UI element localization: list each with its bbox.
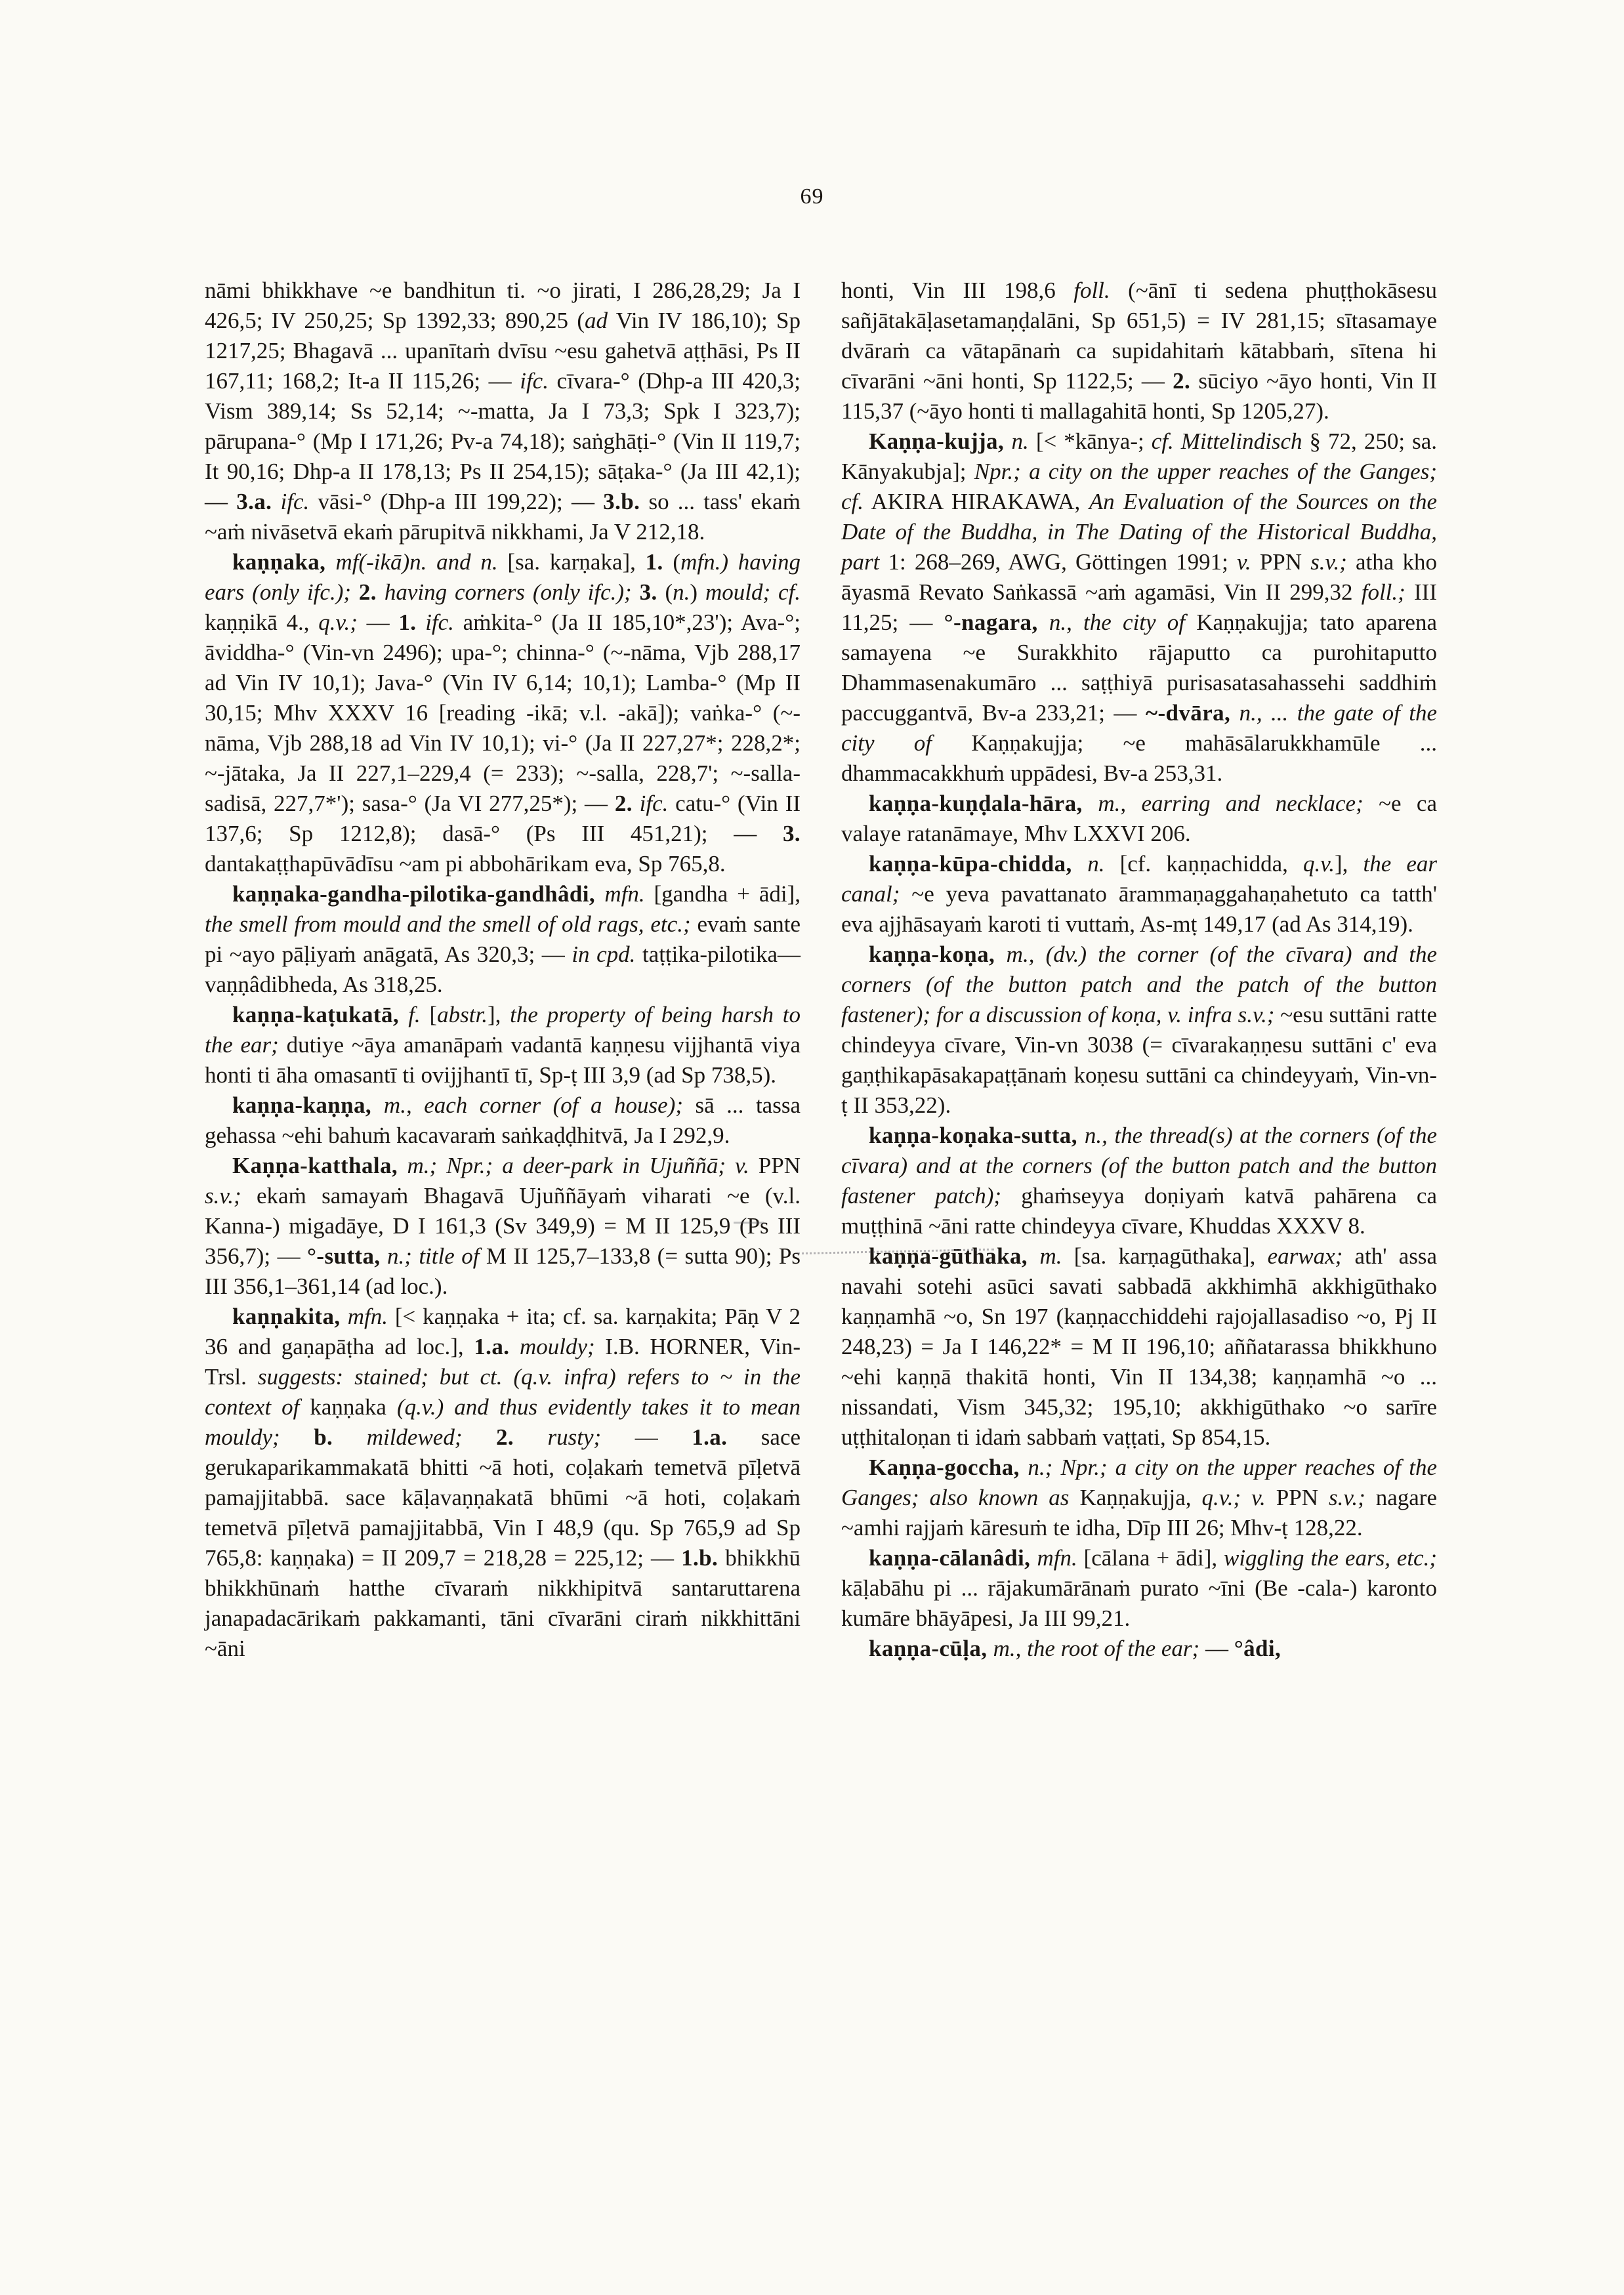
- body-text: m., each corner (of a house);: [383, 1092, 683, 1118]
- headword-text: kaṇṇa-kūpa-chidda,: [869, 851, 1088, 877]
- body-text: Kaṇṇakujja; tato aparena samayena ~e Surakkhito rājaputto ca purohitaputto Dhammasenakumāro ... saṭṭhiyā purisasatasahassehi saddhiṁ paccuggantvā, Bv-a 233,21; —: [841, 610, 1437, 726]
- entry-paragraph: [841, 426, 1437, 789]
- body-text: cf. Mittelindisch: [1151, 428, 1302, 454]
- body-text: s.v.;: [1310, 549, 1347, 575]
- body-text: mildewed;: [333, 1424, 496, 1450]
- headword-text: 3.: [639, 579, 657, 605]
- headword-text: b.: [314, 1424, 333, 1450]
- entry-paragraph: [841, 1543, 1437, 1634]
- body-text: taṭṭika-pilotika—vaṇṇâdibheda, As 318,25.: [205, 941, 801, 997]
- body-text: n.: [1087, 851, 1105, 877]
- body-text: vāsi-° (Dhp-a III 199,22); —: [309, 489, 604, 514]
- body-text: honti, Vin III 198,6: [841, 278, 1074, 303]
- body-text: [< kaṇṇaka + ita; cf. sa. karṇakita; Pāṇ V 2 36 and gaṇapāṭha ad loc.],: [205, 1304, 801, 1359]
- body-text: foll.: [1073, 278, 1110, 303]
- entry-paragraph: [205, 547, 801, 879]
- headword-text: 2.: [495, 1424, 514, 1450]
- body-text: nagare ~amhi rajjaṁ kāresuṁ te idha, Dīp III 26; Mhv-ṭ 128,22.: [841, 1485, 1437, 1540]
- body-text: Kaṇṇakujja,: [1069, 1485, 1202, 1510]
- body-text: bhikkhū bhikkhūnaṁ hatthe cīvaraṁ nikkhipitvā santaruttarena janapadacārikaṁ pakkamanti, tāni cīvarāni ciraṁ nikkhittāni ~āni: [205, 1545, 801, 1661]
- body-text: § 72, 250; sa. Kānyakubja];: [841, 428, 1437, 484]
- body-text: abstr.: [437, 1002, 488, 1027]
- body-text: [sa. karṇagūthaka],: [1062, 1243, 1268, 1269]
- entry-paragraph: [841, 940, 1437, 1121]
- body-text: ) having ears (only ifc.);: [205, 549, 801, 605]
- body-text: PPN: [1265, 1485, 1329, 1510]
- body-text: s.v.;: [205, 1183, 241, 1209]
- headword-text: kaṇṇakita,: [232, 1304, 348, 1329]
- headword-text: °-nagara,: [944, 610, 1038, 635]
- body-text: n.: [1011, 428, 1029, 454]
- body-text: mfn.: [604, 881, 645, 907]
- body-text: [: [420, 1002, 438, 1027]
- body-text: n.; Npr.; a city on the upper reaches of the Ganges; also known as: [841, 1455, 1437, 1510]
- body-text: mouldy;: [509, 1334, 595, 1359]
- body-text: the property of being harsh to the ear;: [205, 1002, 801, 1058]
- body-text: rusty;: [514, 1424, 602, 1450]
- body-text: Npr.; a city on the upper reaches of the Ganges; cf.: [841, 459, 1437, 514]
- body-text: m., earring and necklace;: [1098, 791, 1364, 816]
- body-text: ifc.: [632, 791, 669, 816]
- body-text: ifc.: [416, 610, 454, 635]
- body-text: foll.;: [1361, 579, 1405, 605]
- headword-text: Kaṇṇa-kujja,: [869, 428, 1012, 454]
- body-text: [gandha + ādi],: [644, 881, 801, 907]
- body-text: ifc.: [520, 368, 549, 394]
- body-text: M II 125,7–133,8 (= sutta 90); Ps III 356,1–361,14 (ad loc.).: [205, 1243, 801, 1299]
- body-text: ],: [487, 1002, 510, 1027]
- entry-paragraph: [841, 1634, 1437, 1664]
- right-column: [841, 276, 1437, 1664]
- body-text: (: [657, 579, 673, 605]
- body-text: wiggling the ears, etc.;: [1223, 1545, 1437, 1571]
- entry-paragraph: [205, 1302, 801, 1664]
- headword-text: °âdi,: [1234, 1636, 1281, 1661]
- continuation-paragraph: [205, 276, 801, 547]
- body-text: (q.v.) and thus evidently takes it to mean mouldy;: [205, 1394, 801, 1450]
- headword-text: 1.b.: [681, 1545, 718, 1571]
- headword-text: kaṇṇa-kaṭukatā,: [232, 1002, 409, 1027]
- body-text: having corners (only ifc.);: [376, 579, 640, 605]
- body-text: ],: [1334, 851, 1364, 877]
- body-text: [sa. karṇaka],: [497, 549, 646, 575]
- body-text: —: [601, 1424, 692, 1450]
- body-text: (: [663, 549, 681, 575]
- body-text: [< *kānya-;: [1028, 428, 1152, 454]
- body-text: n., the thread(s) at the corners (of the cīvara) and at the corners (of the button patch and the button fastener patch);: [841, 1123, 1438, 1209]
- headword-text: 1.a.: [474, 1334, 510, 1359]
- headword-text: 2.: [358, 579, 377, 605]
- body-text: evaṁ sante pi ~ayo pāḷiyaṁ anāgatā, As 320,3; —: [205, 911, 801, 967]
- headword-text: Kaṇṇa-katthala,: [232, 1153, 407, 1178]
- entry-paragraph: [205, 1000, 801, 1090]
- body-text: q.v.; v.: [1201, 1485, 1266, 1510]
- headword-text: 3.a.: [236, 489, 272, 514]
- body-text: mfn.: [347, 1304, 388, 1329]
- body-text: —: [357, 610, 399, 635]
- headword-text: kaṇṇa-kaṇṇa,: [232, 1092, 384, 1118]
- body-text: catu-° (Vin II 137,6; Sp 1212,8); dasā-° (Ps III 451,21); —: [205, 791, 801, 846]
- body-text: cīvara-° (Dhp-a III 420,3; Vism 389,14; Ss 52,14; ~-matta, Ja I 73,3; Spk I 323,7); pārupana-° (Mp I 171,26; Pv-a 74,18); saṅghāṭi-° (Vin II 119,7; It 90,16; Dhp-a II 178,13; Ps II 254,15); sāṭaka-° (Ja III 42,1); —: [205, 368, 801, 514]
- headword-text: 2.: [1173, 368, 1191, 394]
- body-text: mf(-ikā)n. and n.: [335, 549, 498, 575]
- headword-text: 1.a.: [692, 1424, 728, 1450]
- body-text: mfn.: [1037, 1545, 1077, 1571]
- headword-text: kaṇṇa-cālanâdi,: [869, 1545, 1037, 1571]
- body-text: ~esu suttāni ratte chindeyya cīvare, Vin-vn 3038 (= cīvarakaṇṇesu suttāni c' eva gaṇṭhikapāsakapaṭṭānaṁ koṇesu suttāni ca chindeyyaṁ, Vin-vn-ṭ II 353,22).: [841, 1002, 1437, 1118]
- body-text: n.: [673, 579, 690, 605]
- body-text: ~e ca valaye ratanāmaye, Mhv LXXVI 206.: [841, 791, 1437, 846]
- headword-text: kaṇṇa-gūthaka,: [869, 1243, 1040, 1269]
- body-text: (~ānī ti sedena phuṭṭhokāsesu sañjātakāḷasetamaṇḍalāni, Sp 651,5) = IV 281,15; sītasamaye dvāraṁ ca vātapānaṁ ca supidahitaṁ kātabbaṁ, sītena hi cīvarāni ~āni honti, Sp 1122,5; —: [841, 278, 1437, 394]
- body-text: I.B. HORNER, Vin-Trsl.: [205, 1334, 801, 1390]
- body-text: PPN: [749, 1153, 801, 1178]
- entry-paragraph: [841, 789, 1437, 849]
- body-text: n.; title of: [380, 1243, 480, 1269]
- body-text: —: [1199, 1636, 1234, 1661]
- headword-text: kaṇṇa-koṇa,: [869, 941, 1007, 967]
- body-text: n., ... the gate of the city of: [841, 700, 1437, 756]
- body-text: ): [690, 579, 705, 605]
- body-text: earwax;: [1267, 1243, 1343, 1269]
- body-text: III 11,25; —: [841, 579, 1437, 635]
- body-text: An Evaluation of the Sources on the Date of the Buddha, in The Dating of the Historical Buddha, part: [841, 489, 1437, 575]
- entry-paragraph: [841, 1241, 1437, 1453]
- body-text: sūciyo ~āyo honti, Vin II 115,37 (~āyo honti ti mallagahitā honti, Sp 1205,27).: [841, 368, 1437, 424]
- body-text: [cf. kaṇṇachidda,: [1104, 851, 1304, 877]
- body-text: so ... tass' ekaṁ ~aṁ nivāsetvā ekaṁ pārupitvā nikkhami, Ja V 212,18.: [205, 489, 801, 545]
- body-text: ad: [585, 308, 608, 333]
- headword-text: kaṇṇa-koṇaka-sutta,: [869, 1123, 1085, 1148]
- body-text: ath' assa navahi sotehi asūci savati sabbadā akkhimhā akkhigūthako kaṇṇamhā ~o, Sn 197 (kaṇṇacchiddehi rajojallasadiso ~o, Pj II 248,23) = Ja I 146,22* = M II 196,10; aññatarassa bhikkhuno ~ehi kaṇṇā thakitā honti, Vin II 134,38; kaṇṇamhā ~o ... nissandati, Vism 345,32; 195,10; akkhigūthako ~o sarīre uṭṭhitaloṇan ti idaṁ sabbaṁ vaṭṭati, Sp 854,15.: [841, 1243, 1437, 1450]
- body-text: n., the city of: [1037, 610, 1185, 635]
- headword-text: Kaṇṇa-goccha,: [869, 1455, 1028, 1480]
- entry-paragraph: [205, 1151, 801, 1302]
- headword-text: 1.: [645, 549, 663, 575]
- entry-paragraph: [205, 879, 801, 1000]
- body-text: nāmi bhikkhave ~e bandhitun ti. ~o jirati, I 286,28,29; Ja I 426,5; IV 250,25; Sp 1392,33; 890,25 (: [205, 278, 801, 333]
- headword-text: 1.: [398, 610, 417, 635]
- body-text: PPN: [1251, 549, 1311, 575]
- body-text: AKIRA HIRAKAWA,: [864, 489, 1089, 514]
- body-text: sace gerukaparikammakatā bhitti ~ā hoti, coḷakaṁ temetvā pīḷetvā pamajjitabbā. sace kāḷavaṇṇakatā bhūmi ~ā hoti, coḷakaṁ temetvā pīḷetvā pamajjitabbā, Vin I 48,9 (qu. Sp 765,9 ad Sp 765,8: kaṇṇaka) = II 209,7 = 218,28 = 225,12; —: [205, 1424, 801, 1571]
- body-text: ifc.: [272, 489, 310, 514]
- body-text: m.: [1039, 1243, 1062, 1269]
- body-text: the ear canal;: [841, 851, 1437, 907]
- body-text: mfn.: [680, 549, 721, 575]
- continuation-paragraph: [841, 276, 1437, 426]
- body-text: aṁkita-° (Ja II 185,10*,23'); Ava-°; āviddha-° (Vin-vn 2496); upa-°; chinna-° (~-nāma, Vjb 288,17 ad Vin IV 10,1); Java-° (Vin IV 6,14; 10,1); Lamba-° (Mp II 30,15; Mhv XXXV 16 [reading -ikā; v.l. -akā]); vaṅka-° (~-nāma, Vjb 288,18 ad Vin IV 10,1); vi-° (Ja II 227,27*; 228,2*; ~-jātaka, Ja II 227,1–229,4 (= 233); ~-salla, 228,7'; ~-salla-sadisā, 227,7*'); sasa-° (Ja VI 277,25*); —: [205, 610, 801, 816]
- entry-paragraph: [841, 1121, 1437, 1241]
- body-text: Vin IV 186,10); Sp 1217,25; Bhagavā ... upanītaṁ dvīsu ~esu gahetvā aṭṭhāsi, Ps II 167,11; 168,2; It-a II 115,26; —: [205, 308, 801, 394]
- body-text: suggests: stained; but ct. (q.v. infra) refers to ~ in the context of: [205, 1364, 801, 1420]
- headword-text: kaṇṇa-cūḷa,: [869, 1636, 993, 1661]
- body-text: Kaṇṇakujja; ~e mahāsālarukkhamūle ... dhammacakkhuṁ uppādesi, Bv-a 253,31.: [841, 730, 1437, 786]
- headword-text: 2.: [614, 791, 633, 816]
- body-text: ~e yeva pavattanato ārammaṇaggahaṇahetuto ca tatth' eva ajjhāsayaṁ karoti ti vuttaṁ, As-mṭ 149,17 (ad As 314,19).: [841, 881, 1437, 937]
- entry-paragraph: [841, 849, 1437, 940]
- body-text: atha kho āyasmā Revato Saṅkassā ~aṁ agamāsi, Vin II 299,32: [841, 549, 1437, 605]
- body-text: 1: 268–269, AWG, Göttingen 1991;: [879, 549, 1237, 575]
- body-text: the smell from mould and the smell of old rags, etc.;: [205, 911, 691, 937]
- text-columns: [205, 276, 1437, 1664]
- body-text: sā ... tassa gehassa ~ehi bahuṁ kacavaraṁ saṅkaḍḍhitvā, Ja I 292,9.: [205, 1092, 801, 1148]
- headword-text: kaṇṇaka,: [232, 549, 336, 575]
- body-text: f.: [408, 1002, 421, 1027]
- headword-text: kaṇṇaka-gandha-pilotika-gandhâdi,: [232, 881, 605, 907]
- headword-text: kaṇṇa-kuṇḍala-hāra,: [869, 791, 1098, 816]
- headword-text: 3.: [782, 821, 801, 846]
- body-text: q.v.;: [318, 610, 358, 635]
- body-text: [cālana + ādi],: [1077, 1545, 1224, 1571]
- scan-artifact-dash: [734, 1222, 764, 1224]
- body-text: ghaṁseyya doṇiyaṁ katvā pahārena ca muṭṭhinā ~āni ratte chindeyya cīvare, Khuddas XXXV 8.: [841, 1183, 1438, 1239]
- body-text: ekaṁ samayaṁ Bhagavā Ujuññāyaṁ viharati ~e (v.l. Kanna-) migadāye, D I 161,3 (Sv 349,9) = M II 125,9 (Ps III 356,7); —: [205, 1183, 801, 1269]
- page-number: 69: [800, 184, 824, 209]
- entry-paragraph: [205, 1090, 801, 1151]
- body-text: m., (dv.) the corner (of the cīvara) and the corners (of the button patch and the patch of the button fastener); for a discussion of koṇa, v. infra s.v.;: [841, 941, 1437, 1027]
- entry-paragraph: [841, 1453, 1437, 1543]
- body-text: q.v.: [1303, 851, 1335, 877]
- body-text: kāḷabāhu pi ... rājakumārānaṁ purato ~īni (Be -cala-) karonto kumāre bhāyāpesi, Ja III 99,21.: [841, 1575, 1437, 1631]
- headword-text: 3.b.: [603, 489, 640, 514]
- left-column: [205, 276, 801, 1664]
- body-text: m., the root of the ear;: [993, 1636, 1200, 1661]
- body-text: mould; cf.: [705, 579, 801, 605]
- body-text: dantakaṭṭhapūvādīsu ~am pi abbohārikam eva, Sp 765,8.: [205, 851, 726, 877]
- headword-text: °-sutta,: [307, 1243, 381, 1269]
- body-text: s.v.;: [1329, 1485, 1365, 1510]
- headword-text: ~-dvāra,: [1145, 700, 1231, 726]
- body-text: kaṇṇikā 4.,: [205, 610, 319, 635]
- body-text: in cpd.: [572, 941, 636, 967]
- body-text: kaṇṇaka: [299, 1394, 397, 1420]
- body-text: m.; Npr.; a deer-park in Ujuññā; v.: [407, 1153, 749, 1178]
- body-text: v.: [1237, 549, 1251, 575]
- body-text: dutiye ~āya amanāpaṁ vadantā kaṇṇesu vijjhantā viya honti ti āha omasantī ti ovijjhantī tī, Sp-ṭ III 3,9 (ad Sp 738,5).: [205, 1032, 801, 1088]
